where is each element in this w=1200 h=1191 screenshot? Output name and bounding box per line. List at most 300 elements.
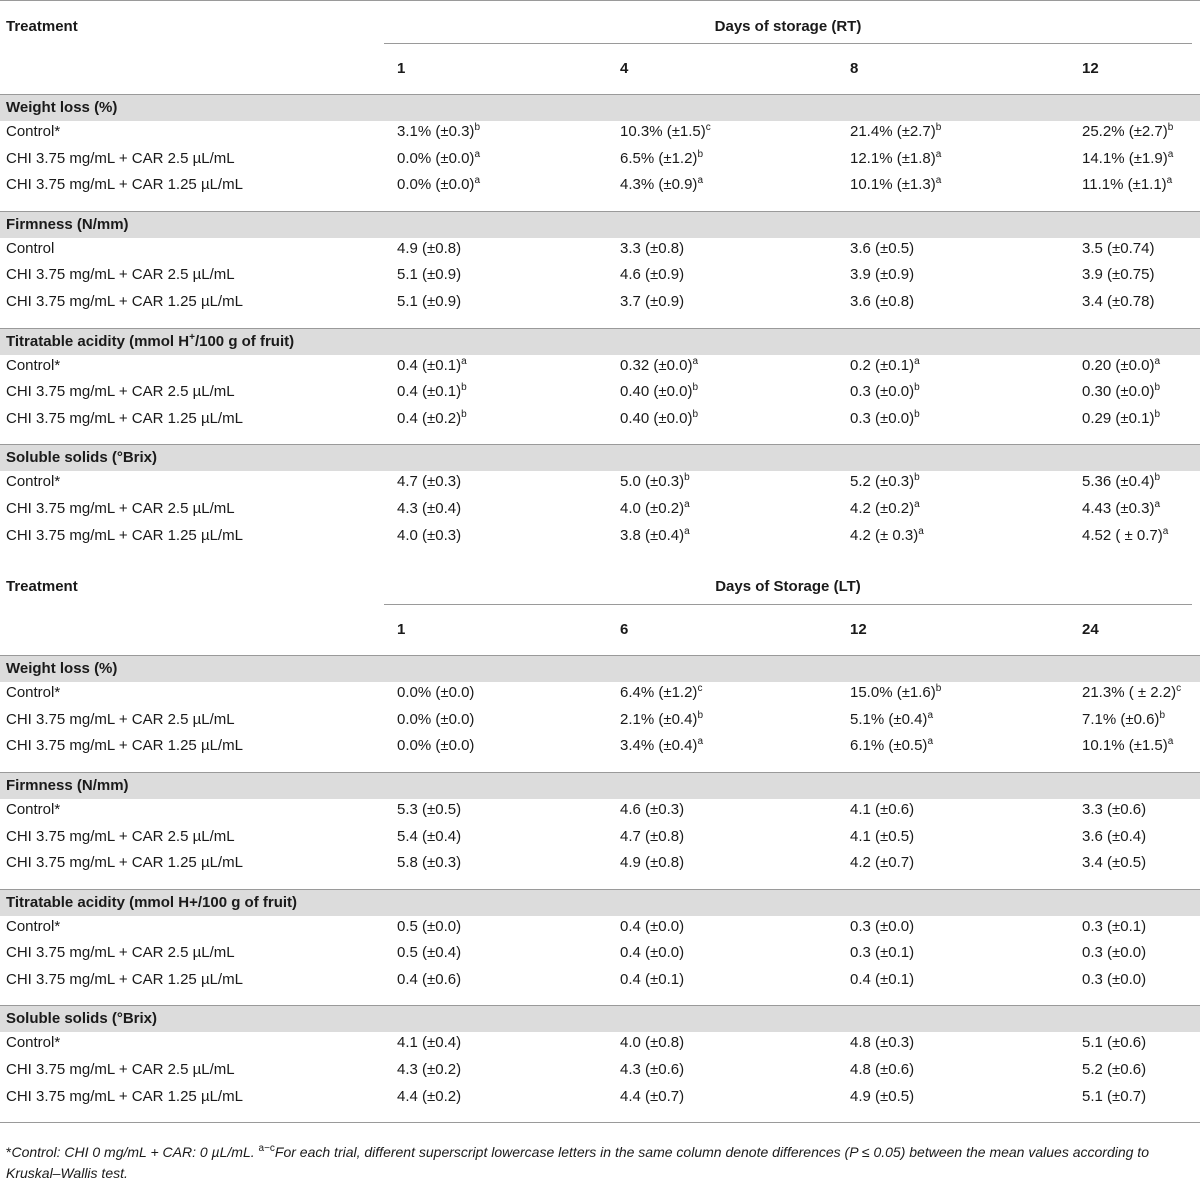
- cell-value: 0.0% (±0.0): [397, 737, 475, 755]
- table-cell: [397, 828, 461, 845]
- table-cell: [620, 971, 684, 988]
- cell-value: 3.4 (±0.5): [1082, 854, 1147, 872]
- cell-value: 10.3% (±1.5): [620, 123, 706, 140]
- table-row: [0, 826, 1200, 853]
- cell-value: 7.1% (±0.6): [1082, 710, 1160, 728]
- cell-value: 4.2 (± 0.3): [850, 526, 919, 544]
- table-cell: [850, 473, 920, 490]
- table-cell: [397, 240, 461, 257]
- significance-letter: a: [697, 175, 703, 187]
- table-cell: [620, 500, 690, 517]
- cell-value: 3.6 (±0.8): [850, 292, 915, 310]
- table-cell: [397, 684, 474, 701]
- cell-value: 5.0 (±0.3): [620, 473, 685, 491]
- table-cell: [620, 473, 690, 490]
- cell-value: 4.9 (±0.8): [397, 239, 462, 257]
- cell-value: 0.0% (±0.0): [397, 684, 475, 702]
- significance-letter: b: [697, 148, 703, 160]
- footnote-text: For each trial, different superscript lowercase letters in the same column denote differences (P ≤ 0.05) between the mean values according to Kruskal–Wallis test.: [6, 1144, 1149, 1181]
- treatment-name: CHI 3.75 mg/mL + CAR 2.5 µL/mL: [6, 827, 235, 845]
- cell-value: 6.4% (±1.2): [620, 684, 698, 702]
- significance-letter: a: [918, 525, 924, 537]
- cell-value: 25.2% (±2.7): [1082, 123, 1168, 140]
- cell-value: 4.1 (±0.4): [397, 1034, 462, 1052]
- cell-value: 21.3% ( ± 2.2): [1082, 684, 1177, 702]
- cell-value: 4.6 (±0.9): [620, 266, 685, 284]
- significance-letter: a: [1167, 148, 1174, 160]
- table-cell: [850, 357, 920, 374]
- cell-value: 0.3 (±0.0): [850, 383, 915, 401]
- cell-value: 0.40 (±0.0): [620, 409, 693, 427]
- significance-letter: b: [1159, 709, 1165, 721]
- table-cell: [620, 383, 698, 400]
- table-cell: [1082, 150, 1173, 167]
- cell-value: 0.0% (±0.0): [397, 176, 475, 194]
- significance-letter: a: [1154, 498, 1160, 510]
- significance-letter: a: [914, 498, 920, 510]
- section-header: [0, 94, 1200, 121]
- table-cell: [620, 737, 703, 754]
- cell-value: 4.6 (±0.3): [620, 800, 685, 818]
- table-cell: [620, 293, 684, 310]
- table-cell: [1082, 266, 1154, 283]
- table-cell: [620, 828, 684, 845]
- table-row: [0, 121, 1200, 148]
- table-cell: [1082, 123, 1173, 140]
- cell-value: 0.4 (±0.6): [397, 970, 462, 988]
- cell-value: 5.4 (±0.4): [397, 827, 462, 845]
- section-header: [0, 211, 1200, 238]
- cell-value: 3.4% (±0.4): [620, 737, 698, 755]
- significance-letter: b: [692, 408, 698, 420]
- table-cell: [850, 737, 933, 754]
- table-cell: [850, 500, 920, 517]
- significance-letter: c: [697, 683, 703, 695]
- cell-value: 5.1 (±0.9): [397, 266, 462, 284]
- table-cell: [850, 1061, 914, 1078]
- significance-letter: b: [914, 408, 920, 420]
- table-cell: [620, 918, 684, 935]
- cell-value: 0.4 (±0.0): [620, 917, 685, 935]
- table-cell: [1082, 918, 1146, 935]
- treatment-name: CHI 3.75 mg/mL + CAR 2.5 µL/mL: [6, 944, 235, 962]
- cell-value: 0.40 (±0.0): [620, 383, 693, 401]
- table-cell: [620, 150, 703, 167]
- table-cell: [397, 918, 461, 935]
- significance-letter: a: [461, 355, 467, 367]
- table-cell: [1082, 854, 1146, 871]
- table-cell: [850, 684, 941, 701]
- footnote-control-definition: Control: CHI 0 mg/mL + CAR: 0 µL/mL.: [11, 1144, 255, 1160]
- cell-value: 4.4 (±0.7): [620, 1087, 685, 1105]
- cell-value: 0.4 (±0.2): [397, 409, 462, 427]
- day-numbers-row: [0, 605, 1200, 655]
- cell-value: 3.6 (±0.5): [850, 239, 915, 257]
- table-cell: [1082, 527, 1168, 544]
- treatment-name: CHI 3.75 mg/mL + CAR 2.5 µL/mL: [6, 266, 235, 284]
- section-header: [0, 772, 1200, 799]
- significance-letter: b: [1167, 122, 1174, 133]
- data-table-1: [0, 0, 1200, 561]
- table-cell: [397, 854, 461, 871]
- significance-letter: a: [1166, 175, 1173, 187]
- table-cell: [850, 527, 924, 544]
- table-cell: [397, 383, 467, 400]
- significance-letter: a: [697, 736, 703, 748]
- cell-value: 11.1% (±1.1): [1082, 176, 1167, 194]
- treatment-name: CHI 3.75 mg/mL + CAR 1.25 µL/mL: [6, 970, 243, 988]
- cell-value: 5.1% (±0.4): [850, 710, 928, 728]
- cell-value: 3.3 (±0.6): [1082, 800, 1147, 818]
- treatment-name: CHI 3.75 mg/mL + CAR 1.25 µL/mL: [6, 737, 243, 755]
- treatment-name: CHI 3.75 mg/mL + CAR 1.25 µL/mL: [6, 176, 243, 194]
- section-title: Firmness (N/mm): [6, 215, 129, 233]
- significance-letter: b: [461, 408, 467, 420]
- day-column-header: 4: [620, 60, 629, 77]
- table-row: [0, 264, 1200, 291]
- table-row: [0, 525, 1200, 552]
- section-spacer: [0, 879, 1200, 889]
- table-cell: [620, 123, 711, 140]
- table-cell: [397, 711, 474, 728]
- data-table-2: [0, 561, 1200, 1122]
- table-cell: [620, 854, 684, 871]
- section-header: [0, 655, 1200, 682]
- section-spacer: [0, 434, 1200, 444]
- table-cell: [397, 123, 480, 140]
- cell-value: 0.0% (±0.0): [397, 710, 475, 728]
- table-row: [0, 1032, 1200, 1059]
- cell-value: 5.36 (±0.4): [1082, 473, 1155, 491]
- table-row: [0, 381, 1200, 408]
- table-row: [0, 355, 1200, 382]
- significance-letter: a: [1167, 736, 1174, 748]
- treatment-name: Control*: [6, 123, 61, 140]
- cell-value: 2.1% (±0.4): [620, 710, 698, 728]
- cell-value: 5.1 (±0.7): [1082, 1087, 1147, 1105]
- significance-letter: a: [474, 148, 480, 160]
- section-title: Titratable acidity (mmol H+/100 g of fruit): [6, 331, 295, 350]
- section-header: [0, 328, 1200, 355]
- table-cell: [850, 1034, 914, 1051]
- table-bottom-spacer: [0, 551, 1200, 561]
- cell-value: 3.8 (±0.4): [620, 526, 685, 544]
- table-cell: [1082, 176, 1172, 193]
- significance-letter: a: [927, 736, 933, 748]
- significance-letter: a: [935, 175, 942, 187]
- table-row: [0, 148, 1200, 175]
- table-row: [0, 408, 1200, 435]
- cell-value: 3.5 (±0.74): [1082, 239, 1155, 257]
- table-cell: [620, 711, 703, 728]
- table-cell: [620, 266, 684, 283]
- cell-value: 4.9 (±0.5): [850, 1087, 915, 1105]
- cell-value: 4.43 (±0.3): [1082, 499, 1155, 517]
- cell-value: 3.6 (±0.4): [1082, 827, 1147, 845]
- treatment-name: Control*: [6, 356, 61, 374]
- table-cell: [1082, 357, 1160, 374]
- cell-value: 0.30 (±0.0): [1082, 383, 1155, 401]
- table-cell: [397, 293, 461, 310]
- table-cell: [397, 737, 474, 754]
- significance-letter: b: [935, 122, 942, 133]
- table-cell: [1082, 293, 1154, 310]
- significance-letter: a: [914, 355, 920, 367]
- treatment-name: CHI 3.75 mg/mL + CAR 1.25 µL/mL: [6, 292, 243, 310]
- table-cell: [397, 971, 461, 988]
- table-cell: [850, 971, 914, 988]
- cell-value: 0.4 (±0.1): [850, 970, 915, 988]
- cell-value: 0.32 (±0.0): [620, 356, 693, 374]
- cell-value: 4.8 (±0.3): [850, 1034, 915, 1052]
- table-cell: [850, 918, 914, 935]
- significance-letter: a: [684, 498, 690, 510]
- table-cell: [620, 1034, 684, 1051]
- cell-value: 0.2 (±0.1): [850, 356, 915, 374]
- table-cell: [850, 410, 920, 427]
- cell-value: 0.4 (±0.1): [397, 356, 462, 374]
- cell-value: 5.8 (±0.3): [397, 854, 462, 872]
- cell-value: 14.1% (±1.9): [1082, 149, 1168, 167]
- table-cell: [1082, 801, 1146, 818]
- table-row: [0, 916, 1200, 943]
- table-cell: [850, 176, 941, 193]
- table-cell: [1082, 410, 1160, 427]
- treatment-name: Control*: [6, 473, 61, 491]
- cell-value: 12.1% (±1.8): [850, 149, 936, 167]
- significance-letter: b: [1154, 408, 1160, 420]
- table-cell: [620, 357, 698, 374]
- table-bottom-spacer: [0, 1112, 1200, 1122]
- table-cell: [1082, 473, 1160, 490]
- significance-letter: a: [684, 525, 690, 537]
- table-cell: [620, 1088, 684, 1105]
- table-bottom-rule: [0, 1122, 1200, 1123]
- cell-value: 4.2 (±0.7): [850, 854, 915, 872]
- table-cell: [397, 500, 461, 517]
- cell-value: 4.3% (±0.9): [620, 176, 698, 194]
- significance-letter: a: [927, 709, 933, 721]
- table-cell: [620, 684, 702, 701]
- table-cell: [620, 176, 703, 193]
- table-row: [0, 238, 1200, 265]
- cell-value: 3.3 (±0.8): [620, 239, 685, 257]
- cell-value: 3.9 (±0.9): [850, 266, 915, 284]
- table-cell: [397, 944, 461, 961]
- day-numbers-row: [0, 44, 1200, 94]
- cell-value: 0.3 (±0.1): [850, 944, 915, 962]
- table-cell: [1082, 1088, 1146, 1105]
- table-cell: [850, 123, 941, 140]
- cell-value: 0.3 (±0.1): [1082, 917, 1147, 935]
- significance-letter: b: [474, 122, 480, 133]
- footnote-letter-range: a−c: [258, 1143, 275, 1154]
- day-column-header: 12: [850, 621, 867, 639]
- table-cell: [850, 293, 914, 310]
- significance-letter: b: [935, 683, 942, 695]
- cell-value: 4.9 (±0.8): [620, 854, 685, 872]
- table-cell: [397, 357, 467, 374]
- cell-value: 0.4 (±0.1): [620, 970, 685, 988]
- table-footnote: [6, 1142, 1194, 1184]
- table-cell: [850, 150, 941, 167]
- table-row: [0, 799, 1200, 826]
- table-cell: [850, 711, 933, 728]
- day-column-header: 1: [397, 60, 406, 77]
- table-cell: [850, 801, 914, 818]
- significance-letter: b: [697, 709, 703, 721]
- cell-value: 0.3 (±0.0): [1082, 970, 1147, 988]
- section-spacer: [0, 201, 1200, 211]
- cell-value: 4.8 (±0.6): [850, 1061, 915, 1079]
- cell-value: 5.2 (±0.3): [850, 473, 915, 491]
- days-of-storage-header: Days of storage (RT): [714, 18, 862, 35]
- day-column-header: 1: [397, 621, 406, 639]
- cell-value: 6.1% (±0.5): [850, 737, 928, 755]
- cell-value: 0.5 (±0.0): [397, 917, 462, 935]
- cell-value: 4.2 (±0.2): [850, 499, 915, 517]
- significance-letter: a: [1154, 355, 1160, 367]
- cell-value: 4.0 (±0.3): [397, 526, 462, 544]
- cell-value: 5.1 (±0.6): [1082, 1034, 1147, 1052]
- footnote-marker: *: [6, 1144, 12, 1160]
- cell-value: 4.3 (±0.2): [397, 1061, 462, 1079]
- table-cell: [1082, 1034, 1146, 1051]
- table-row: [0, 852, 1200, 879]
- table-cell: [397, 1061, 461, 1078]
- cell-value: 0.29 (±0.1): [1082, 409, 1155, 427]
- significance-letter: b: [461, 382, 467, 394]
- cell-value: 4.3 (±0.4): [397, 499, 462, 517]
- cell-value: 3.4 (±0.78): [1082, 292, 1155, 310]
- table-cell: [1082, 828, 1146, 845]
- table-cell: [620, 944, 684, 961]
- section-header: [0, 444, 1200, 471]
- table-cell: [850, 944, 914, 961]
- cell-value: 4.7 (±0.8): [620, 827, 685, 845]
- table-cell: [397, 527, 461, 544]
- cell-value: 0.3 (±0.0): [850, 409, 915, 427]
- table-row: [0, 1059, 1200, 1086]
- table-cell: [397, 1034, 461, 1051]
- treatment-column-header: Treatment: [6, 18, 78, 35]
- section-header: [0, 889, 1200, 916]
- treatment-name: CHI 3.75 mg/mL + CAR 1.25 µL/mL: [6, 526, 243, 544]
- cell-value: 0.0% (±0.0): [397, 149, 475, 167]
- table-cell: [1082, 737, 1173, 754]
- cell-value: 3.1% (±0.3): [397, 123, 475, 140]
- significance-letter: c: [1176, 683, 1182, 695]
- treatment-name: CHI 3.75 mg/mL + CAR 2.5 µL/mL: [6, 710, 235, 728]
- table-cell: [397, 410, 467, 427]
- table-cell: [397, 1088, 461, 1105]
- table-cell: [620, 410, 698, 427]
- significance-letter: a: [1162, 525, 1169, 537]
- table-cell: [620, 801, 684, 818]
- table-row: [0, 942, 1200, 969]
- significance-letter: b: [1154, 472, 1160, 484]
- cell-value: 0.4 (±0.0): [620, 944, 685, 962]
- significance-letter: a: [692, 355, 698, 367]
- table-row: [0, 709, 1200, 736]
- table-cell: [1082, 500, 1160, 517]
- table-cell: [1082, 684, 1181, 701]
- section-title: Soluble solids (°Brix): [6, 449, 158, 467]
- table-header-row: [0, 561, 1200, 605]
- section-title: Soluble solids (°Brix): [6, 1010, 158, 1028]
- cell-value: 5.3 (±0.5): [397, 800, 462, 818]
- day-column-header: 24: [1082, 621, 1099, 639]
- table-cell: [620, 240, 684, 257]
- days-of-storage-header: Days of Storage (LT): [715, 578, 861, 596]
- significance-letter: b: [914, 382, 920, 394]
- cell-value: 5.2 (±0.6): [1082, 1061, 1147, 1079]
- table-cell: [397, 801, 461, 818]
- treatment-name: Control*: [6, 917, 61, 935]
- treatment-name: Control*: [6, 1034, 61, 1052]
- table-cell: [397, 266, 461, 283]
- table-cell: [850, 240, 914, 257]
- table-cell: [850, 1088, 914, 1105]
- cell-value: 0.3 (±0.0): [850, 917, 915, 935]
- significance-letter: b: [914, 472, 920, 484]
- table-cell: [1082, 240, 1154, 257]
- treatment-name: CHI 3.75 mg/mL + CAR 1.25 µL/mL: [6, 409, 243, 427]
- cell-value: 4.4 (±0.2): [397, 1087, 462, 1105]
- table-cell: [620, 1061, 684, 1078]
- table-cell: [1082, 711, 1165, 728]
- cell-value: 0.4 (±0.1): [397, 383, 462, 401]
- cell-value: 4.7 (±0.3): [397, 473, 462, 491]
- table-row: [0, 1086, 1200, 1113]
- day-column-header: 6: [620, 621, 629, 639]
- treatment-name: Control: [6, 239, 55, 257]
- significance-letter: a: [474, 175, 480, 187]
- cell-value: 6.5% (±1.2): [620, 149, 698, 167]
- cell-value: 3.7 (±0.9): [620, 292, 685, 310]
- cell-value: 4.1 (±0.6): [850, 800, 915, 818]
- treatment-name: CHI 3.75 mg/mL + CAR 2.5 µL/mL: [6, 499, 235, 517]
- table-cell: [397, 150, 480, 167]
- section-spacer: [0, 995, 1200, 1005]
- table-cell: [397, 473, 461, 490]
- cell-value: 4.0 (±0.2): [620, 499, 685, 517]
- cell-value: 0.3 (±0.0): [1082, 944, 1147, 962]
- treatment-name: Control*: [6, 684, 61, 702]
- significance-letter: c: [705, 122, 711, 133]
- cell-value: 4.1 (±0.5): [850, 827, 915, 845]
- day-column-header: 8: [850, 60, 859, 77]
- section-header: [0, 1005, 1200, 1032]
- table-cell: [1082, 971, 1146, 988]
- significance-letter: b: [1154, 382, 1160, 394]
- section-title: Titratable acidity (mmol H+/100 g of fruit): [6, 893, 298, 911]
- table-cell: [1082, 383, 1160, 400]
- cell-value: 10.1% (±1.5): [1082, 737, 1168, 755]
- treatment-name: CHI 3.75 mg/mL + CAR 1.25 µL/mL: [6, 854, 243, 872]
- cell-value: 4.3 (±0.6): [620, 1061, 685, 1079]
- treatment-name: CHI 3.75 mg/mL + CAR 1.25 µL/mL: [6, 1087, 243, 1105]
- table-row: [0, 471, 1200, 498]
- table-row: [0, 735, 1200, 762]
- table-cell: [850, 383, 920, 400]
- table-header-row: [0, 0, 1200, 44]
- cell-value: 10.1% (±1.3): [850, 176, 936, 194]
- significance-letter: a: [935, 148, 942, 160]
- cell-value: 15.0% (±1.6): [850, 684, 936, 702]
- cell-value: 21.4% (±2.7): [850, 123, 936, 140]
- treatment-name: CHI 3.75 mg/mL + CAR 2.5 µL/mL: [6, 149, 235, 167]
